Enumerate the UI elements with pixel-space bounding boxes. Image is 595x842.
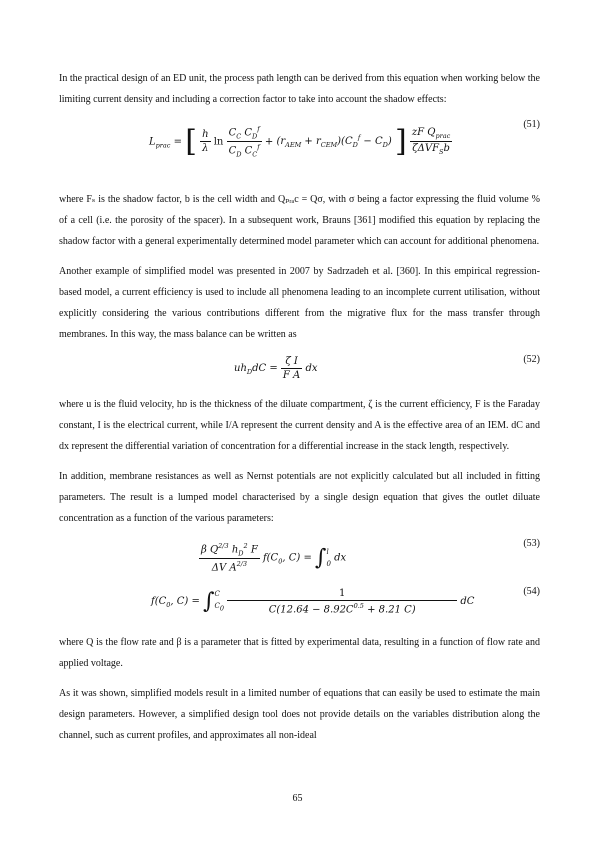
eq51-right-fraction xyxy=(410,127,452,156)
eq53-integral-icon: ∫ xyxy=(315,545,327,571)
paragraph-1: In the practical design of an ED unit, the process path length can be derived from this equation when working below the limiting current density and including a correction factor to take into account the shadow effects: xyxy=(59,73,540,105)
equation-51-body xyxy=(149,125,452,159)
eq51-lambda: λ xyxy=(202,143,209,155)
eq53-tail: dx xyxy=(334,552,347,564)
eq51-plus: + xyxy=(264,136,274,148)
paragraph-3: Another example of simplified model was presented in 2007 by Sadrzadeh et al. [360]. In this empirical regression-based model, a current efficiency is used to include all phenomena leading to an incomplete current utilisation, without explicitly considering the various contributions different from the migrative flux for the mass transfer through membranes. In this way, the mass balance can be written as xyxy=(59,266,540,340)
equation-52-number: (52) xyxy=(523,354,540,365)
eq51-h-over-lambda xyxy=(200,129,210,154)
eq53-f: F xyxy=(250,544,258,556)
paragraph-2: where Fₛ is the shadow factor, b is the cell width and Qₚᵣₐc = Qσ, with σ being a factor expressing the fluid volume % of a cell (i.e. the porosity of the spacer). In a subsequent work, Brauns [361] modified this equation by replacing the shadow factor with a general experimentally determined model parameter which can account for additional phenomena. xyxy=(59,194,540,247)
equation-54-number: (54) xyxy=(523,586,540,597)
eq53-den xyxy=(199,559,260,573)
eq54-tail: dC xyxy=(460,596,475,608)
eq54-lhs-tail: , C) = xyxy=(170,596,200,608)
eq51-ln: ln xyxy=(213,136,224,148)
eq51-s: S xyxy=(439,148,444,157)
eq54-den-exp: 0.5 xyxy=(353,602,364,610)
eq54-num: 1 xyxy=(227,588,457,601)
eq51-zfq: zF Q xyxy=(411,127,436,139)
equation-51-number: (51) xyxy=(523,119,540,130)
eq52-tail: dx xyxy=(305,363,318,374)
equation-53-number: (53) xyxy=(523,538,540,549)
equation-52-body xyxy=(234,356,318,381)
eq52-lhs-tail: dC = xyxy=(252,363,278,374)
eq54-upper: C xyxy=(214,590,220,599)
paragraph-6: where Q is the flow rate and β is a parameter that is fitted by experimental data, resulting in a function of flow rate and applied voltage. xyxy=(59,637,540,669)
eq51-left-bracket: [ xyxy=(185,123,197,159)
eq53-mid-tail: , C) = xyxy=(282,552,312,564)
eq51-conc-ratio xyxy=(227,125,262,159)
eq51-aem: AEM xyxy=(285,141,302,150)
eq52-lhs-sub: D xyxy=(246,368,253,376)
eq51-zdvf: ζΔVF xyxy=(412,143,440,155)
eq51-right-bracket: ] xyxy=(394,123,407,159)
eq51-right-num: zF $Q_{prac}$ xyxy=(411,127,451,141)
eq53-lower: 0 xyxy=(326,559,331,568)
eq53-upper: l xyxy=(326,547,329,556)
eq51-conc-num: $C_C$ $C_D^f$ xyxy=(228,125,260,141)
eq53-dva: ΔV A xyxy=(211,562,237,574)
eq51-lhs-sub: prac xyxy=(155,141,171,150)
eq53-bq: β Q xyxy=(201,544,219,556)
page-body xyxy=(59,68,540,755)
eq51-right-den xyxy=(410,142,452,156)
eq54-lhs: f(C xyxy=(151,596,167,608)
equation-52 xyxy=(59,354,540,394)
eq53-mid: f(C xyxy=(262,552,279,564)
eq51-cem: CEM xyxy=(320,141,338,150)
eq52-lhs: uh xyxy=(234,363,247,374)
eq53-den-exp: 2/3 xyxy=(236,560,248,569)
eq51-equals: = xyxy=(173,136,186,148)
equation-54-body: $f(C_0$, C) = ∫ C $C_0$ $\frac{1}{C(12.64 - 8.92C^{0.5} + 8.21 C)}$ dC xyxy=(151,588,475,616)
paragraph-4: where u is the fluid velocity, hᴅ is the thickness of the diluate compartment, ζ is the current efficiency, F is the Faraday constant, I is the electrical current, while I/A represent the current density and A is the effective area of an IEM. dC and dx represent the differential variation of concentration for a differential increase in the stack length, respectively. xyxy=(59,399,540,452)
eq51-h: h xyxy=(202,129,209,141)
eq53-fraction xyxy=(199,542,260,574)
eq54-den-main: C(12.64 − 8.92C xyxy=(268,604,354,616)
eq54-den xyxy=(227,601,457,615)
equation-53-body: $\frac{\beta Q^{2/3} h_D^2 F}{\Delta V A^{2/3}}$ $f(C_0$, C) = ∫ l 0 dx xyxy=(201,542,347,574)
eq54-integral-icon: ∫ xyxy=(203,589,215,615)
eq53-num: β $Q^{2/3}$ $h_D^2$ F xyxy=(201,542,258,558)
eq51-lhs: L xyxy=(149,136,156,148)
eq52-den: F A xyxy=(282,370,301,381)
equation-53 xyxy=(59,538,540,586)
eq52-fraction xyxy=(281,356,302,381)
eq51-resistance: $(r_{AEM} + r_{CEM})(C_D^f - C_D)$ xyxy=(276,134,392,150)
eq54-limits: C $C_0$ xyxy=(214,590,225,613)
eq54-den-tail: + 8.21 C) xyxy=(367,604,416,616)
equation-54 xyxy=(59,586,540,632)
eq51-conc-den: $C_D$ $C_C^f$ xyxy=(228,143,260,159)
equation-51 xyxy=(59,119,540,189)
paragraph-7: As it was shown, simplified models result in a limited number of equations that can easily be used to estimate the main design parameters. However, a simplified design tool does not provide details on the variables distribution along the channel, such as current profiles, and approximates all non-ideal xyxy=(59,688,540,741)
paragraph-5: In addition, membrane resistances as well as Nernst potentials are not explicitly calculated but all included in fitting parameters. The result is a lumped model characterised by a single design equation that gives the outlet diluate concentration as a function of the various parameters: xyxy=(59,471,540,524)
eq54-fraction xyxy=(227,588,457,615)
eq53-num-exp: 2/3 xyxy=(218,542,229,550)
eq54-lower: C xyxy=(214,602,220,611)
eq51-b: b xyxy=(443,143,450,155)
page-number: 65 xyxy=(292,793,303,804)
eq52-num: ζ I xyxy=(281,356,302,369)
eq53-limits xyxy=(326,546,330,570)
